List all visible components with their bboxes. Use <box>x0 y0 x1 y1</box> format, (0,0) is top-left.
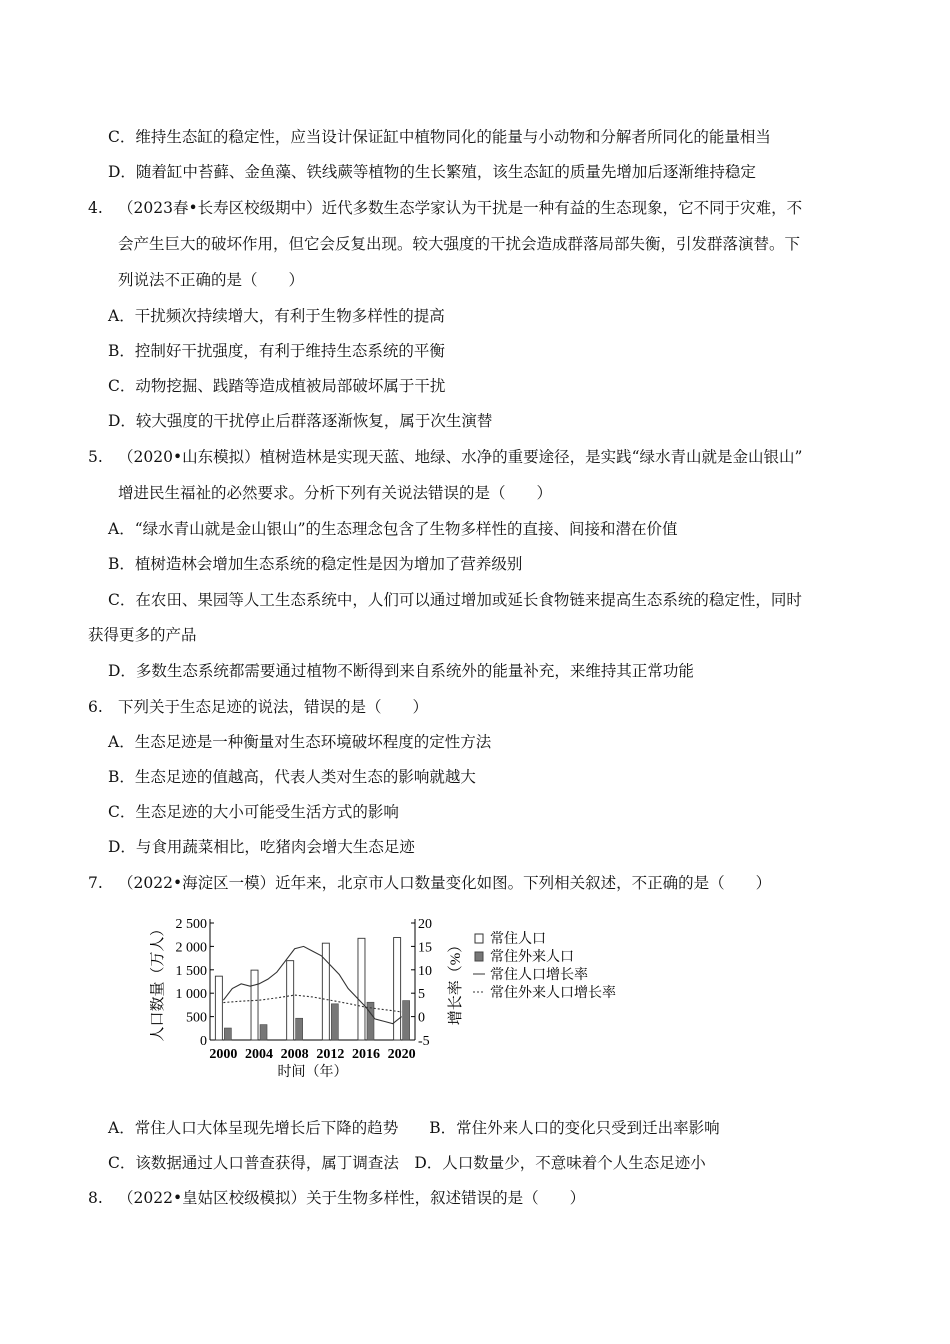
legend-label: 常住外来人口 <box>490 950 574 965</box>
question-6-number: 6. <box>88 698 103 716</box>
y-tick-label-right: 5 <box>418 987 425 1003</box>
legend-label: 常住外来人口增长率 <box>490 986 616 1001</box>
x-tick-label: 2008 <box>280 1047 309 1062</box>
y-tick-label-right: -5 <box>418 1034 430 1049</box>
y-tick-label-left: 1 500 <box>175 963 207 979</box>
legend-label: 常住人口 <box>490 932 546 947</box>
option-c-text: C．维持生态缸的稳定性，应当设计保证缸中植物同化的能量与小动物和分解者所同化的能量相当 <box>108 128 771 146</box>
bar-migrant-population <box>403 1001 410 1040</box>
question-7-number: 7. <box>88 874 103 892</box>
x-tick-label: 2000 <box>209 1047 238 1062</box>
legend-swatch-migrant <box>475 952 483 961</box>
x-tick-label: 2004 <box>245 1047 274 1062</box>
question-4-stem-3: 列说法不正确的是（ ） <box>118 271 305 289</box>
question-4-stem-2: 会产生巨大的破坏作用，但它会反复出现。较大强度的干扰会造成群落局部失衡，引发群落演替。下 <box>118 235 801 253</box>
y-tick-label-right: 0 <box>418 1010 425 1026</box>
bar-resident-population <box>358 938 365 1040</box>
y-tick-label-right: 10 <box>418 963 432 979</box>
x-tick-label: 2020 <box>387 1047 416 1062</box>
question-4-number: 4. <box>88 199 103 217</box>
y-tick-label-left: 2 000 <box>175 940 207 956</box>
y-tick-label-right: 15 <box>418 940 432 956</box>
bar-resident-population <box>251 970 258 1040</box>
line-resident-growth-rate <box>223 946 401 1023</box>
question-5-option-c-2: 获得更多的产品 <box>88 626 197 644</box>
question-5-number: 5. <box>88 448 103 466</box>
question-6-option-b: B．生态足迹的值越高，代表人类对生态的影响就越大 <box>108 768 476 786</box>
question-6-option-c: C．生态足迹的大小可能受生活方式的影响 <box>108 803 399 821</box>
y-tick-label-left: 2 500 <box>175 917 207 932</box>
question-8-number: 8. <box>88 1189 103 1207</box>
question-7-options-cd: C．该数据通过人口普查获得，属丁调查法 D．人口数量少，不意味着个人生态足迹小 <box>108 1154 706 1172</box>
bar-migrant-population <box>224 1028 231 1040</box>
legend-label: 常住人口增长率 <box>490 968 588 983</box>
bar-resident-population <box>287 961 294 1040</box>
question-5-option-a: A．“绿水青山就是金山银山”的生态理念包含了生物多样性的直接、间接和潜在价值 <box>108 520 678 538</box>
y-axis-label: 人口数量（万人） <box>150 921 166 1042</box>
question-6-option-a: A．生态足迹是一种衡量对生态环境破坏程度的定性方法 <box>108 733 492 751</box>
y-tick-label-right: 20 <box>418 917 432 932</box>
y-tick-label-left: 1 000 <box>175 987 207 1003</box>
population-chart <box>150 905 650 1085</box>
x-axis-label: 时间（年） <box>277 1065 348 1080</box>
bar-migrant-population <box>331 1004 338 1040</box>
y-tick-label-left: 500 <box>186 1010 207 1026</box>
question-5-option-d: D．多数生态系统都需要通过植物不断得到来自系统外的能量补充，来维持其正常功能 <box>108 662 694 680</box>
question-4-option-c: C．动物挖掘、践踏等造成植被局部破坏属于干扰 <box>108 377 446 395</box>
question-5-stem: （2020•山东模拟）植树造林是实现天蓝、地绿、水净的重要途径，是实践“绿水青山就是金山银山” <box>118 448 803 466</box>
bar-migrant-population <box>296 1018 303 1040</box>
bar-migrant-population <box>260 1025 267 1040</box>
question-4-stem: （2023春•长寿区校级期中）近代多数生态学家认为干扰是一种有益的生态现象，它不同于灾难，不 <box>118 199 803 217</box>
option-d-text: D．随着缸中苔藓、金鱼藻、铁线蕨等植物的生长繁殖，该生态缸的质量先增加后逐渐维持稳定 <box>108 163 756 181</box>
x-tick-label: 2016 <box>351 1047 380 1062</box>
line-migrant-growth-rate <box>223 995 401 1012</box>
question-7-options-ab: A．常住人口大体呈现先增长后下降的趋势 B．常住外来人口的变化只受到迁出率影响 <box>108 1119 720 1137</box>
bar-resident-population <box>215 976 222 1040</box>
question-5-stem-2: 增进民生福祉的必然要求。分析下列有关说法错误的是（ ） <box>118 484 553 502</box>
question-4-option-a: A．干扰频次持续增大，有利于生物多样性的提高 <box>108 307 445 325</box>
legend-swatch-resident <box>475 934 483 943</box>
question-6-stem: 下列关于生态足迹的说法，错误的是（ ） <box>118 698 429 716</box>
question-5-option-b: B．植树造林会增加生态系统的稳定性是因为增加了营养级别 <box>108 555 523 573</box>
y-tick-label-left: 0 <box>200 1034 207 1049</box>
bar-resident-population <box>394 938 401 1040</box>
y2-axis-label: 增长率（%） <box>448 937 464 1026</box>
question-5-option-c: C．在农田、果园等人工生态系统中，人们可以通过增加或延长食物链来提高生态系统的稳定性，同时 <box>108 591 802 609</box>
x-tick-label: 2012 <box>316 1047 345 1062</box>
question-7-stem: （2022•海淀区一模）近年来，北京市人口数量变化如图。下列相关叙述，不正确的是（ ） <box>118 874 772 892</box>
question-4-option-d: D．较大强度的干扰停止后群落逐渐恢复，属于次生演替 <box>108 412 493 430</box>
question-4-option-b: B．控制好干扰强度，有利于维持生态系统的平衡 <box>108 342 445 360</box>
question-8-stem: （2022•皇姑区校级模拟）关于生物多样性，叙述错误的是（ ） <box>118 1189 586 1207</box>
question-6-option-d: D．与食用蔬菜相比，吃猪肉会增大生态足迹 <box>108 838 415 856</box>
